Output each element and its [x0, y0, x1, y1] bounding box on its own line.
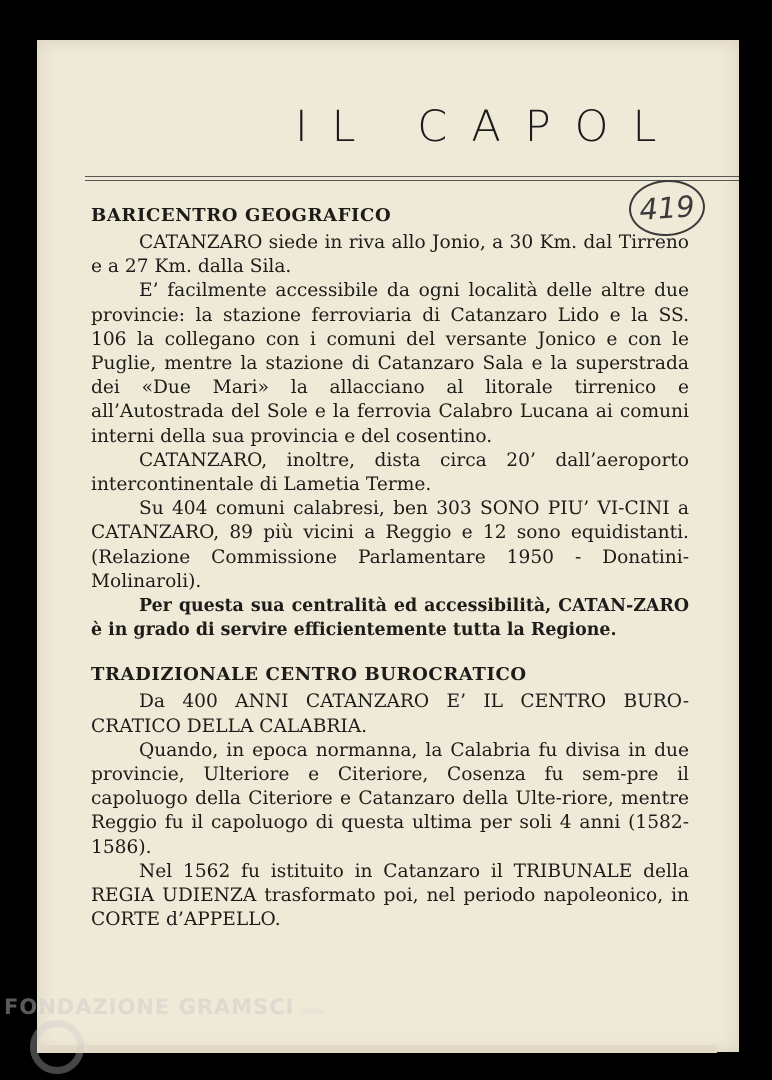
paragraph: Nel 1562 fu istituito in Catanzaro il TRIBUNALE della REGIA UDIENZA trasformato poi, nel periodo napoleonico, in CORTE d’APPELLO.	[91, 860, 689, 931]
watermark-suffix: onlus	[300, 1007, 325, 1017]
page-edge	[37, 1045, 717, 1053]
section-heading: TRADIZIONALE CENTRO BUROCRATICO	[91, 664, 527, 686]
document-body	[91, 201, 689, 932]
paragraph: CATANZARO siede in riva allo Jonio, a 30 Km. dal Tirreno e a 27 Km. dalla Sila.	[91, 232, 689, 278]
archive-number-stamp: 419	[627, 177, 707, 238]
watermark	[4, 993, 325, 1026]
watermark-name: FONDAZIONE GRAMSCI	[4, 995, 295, 1019]
paragraph: CATANZARO, inoltre, dista circa 20’ dall’aeroporto intercontinentale di Lametia Terme.	[91, 449, 689, 496]
title-rule-secondary	[85, 180, 739, 181]
paragraph: Da 400 ANNI CATANZARO E’ IL CENTRO BURO-CRATICO DELLA CALABRIA.	[91, 691, 689, 737]
paragraph-emphasis: Per questa sua centralità ed accessibilità, CATAN-ZARO è in grado di servire efficientemente tutta la Regione.	[91, 596, 689, 641]
paragraph: Quando, in epoca normanna, la Calabria fu divisa in due provincie, Ulteriore e Citeriore, Cosenza fu sem-pre il capoluogo della Citeriore e Catanzaro della Ulte-riore, mentre Reggio fu il capoluogo di questa ultima per soli 4 anni (1582-1586).	[91, 739, 690, 858]
paragraph: Su 404 comuni calabresi, ben 303 SONO PIU’ VI-CINI a CATANZARO, 89 più vicini a Reggio e 12 sono equidistanti. (Relazione Commissione Parlamentare 1950 - Donatini-Molinaroli).	[91, 498, 689, 592]
section-heading: BARICENTRO GEOGRAFICO	[91, 205, 392, 226]
title-rule	[85, 176, 739, 177]
paragraph: E’ facilmente accessibile da ogni località delle altre due provincie: la stazione ferroviaria di Catanzaro Lido e la SS. 106 la collegano con i comuni del versante Jonico e con le Puglie, mentre la stazione di Catanzaro Sala e la superstrada dei «Due Mari» la allacciano al litorale tirrenico e all’Autostrada del Sole e la ferrovia Calabro Lucana ai comuni interni della sua provincia e del cosentino.	[91, 280, 689, 447]
document-title: IL CAPOL	[295, 103, 681, 151]
watermark-logo-icon	[30, 1020, 84, 1074]
